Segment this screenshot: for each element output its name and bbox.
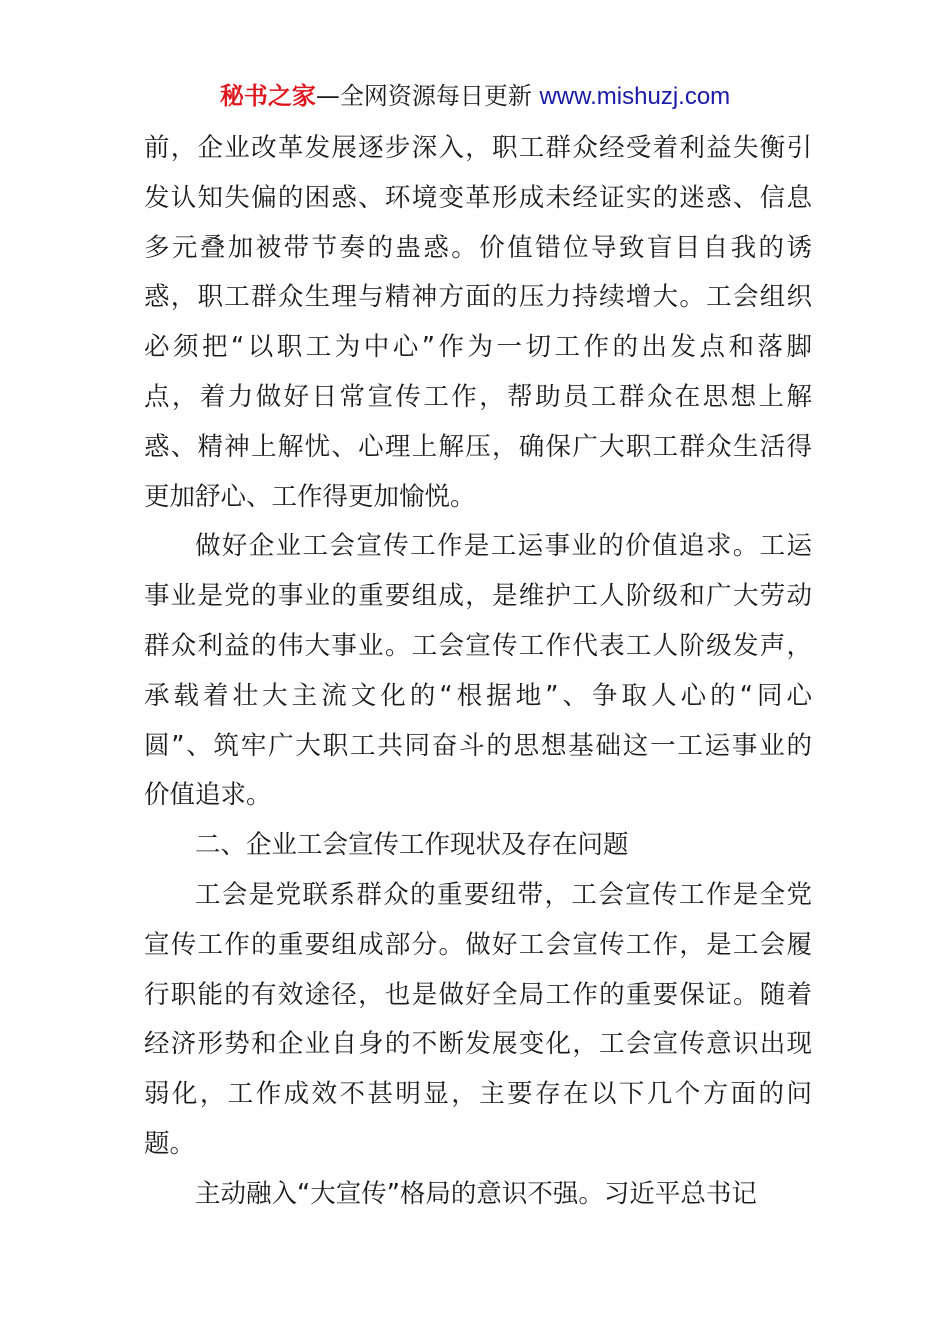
text-line: 宣传工作的重要组成部分。做好工会宣传工作，是工会履 — [144, 929, 812, 960]
paragraph — [144, 871, 812, 1170]
text-line: 经济形势和企业自身的不断发展变化，工会宣传意识出现 — [144, 1029, 812, 1060]
text-line: 行职能的有效途径，也是做好全局工作的重要保证。随着 — [144, 979, 812, 1010]
document-body — [144, 124, 812, 1220]
header-url-link[interactable]: www.mishuzj.com — [539, 83, 731, 110]
text-line: 题。 — [144, 1128, 196, 1159]
text-line: 承载着壮大主流文化的“根据地”、争取人心的“同心 — [144, 680, 812, 711]
text-line: 价值追求。 — [144, 780, 272, 811]
paragraph — [144, 821, 812, 871]
header-tagline: —全网资源每日更新 — [315, 82, 532, 110]
text-line: 点，着力做好日常宣传工作，帮助员工群众在思想上解 — [144, 381, 812, 412]
page-header — [0, 80, 950, 113]
text-line: 惑、精神上解忧、心理上解压，确保广大职工群众生活得 — [144, 431, 812, 462]
text-line: 做好企业工会宣传工作是工运事业的价值追求。工运 — [195, 531, 812, 562]
text-line: 前，企业改革发展逐步深入，职工群众经受着利益失衡引 — [144, 133, 812, 163]
paragraph — [144, 1170, 812, 1220]
paragraph — [144, 124, 812, 522]
text-line: 二、企业工会宣传工作现状及存在问题 — [195, 830, 629, 861]
text-line: 更加舒心、工作得更加愉悦。 — [144, 481, 476, 512]
text-line: 多元叠加被带节奏的蛊惑。价值错位导致盲目自我的诱 — [144, 232, 812, 263]
text-line: 圆”、筑牢广大职工共同奋斗的思想基础这一工运事业的 — [144, 730, 812, 761]
text-line: 主动融入“大宣传”格局的意识不强。习近平总书记 — [195, 1178, 757, 1209]
text-line: 惑，职工群众生理与精神方面的压力持续增大。工会组织 — [144, 282, 812, 313]
paragraph — [144, 522, 812, 821]
brand-name: 秘书之家 — [219, 82, 316, 110]
text-line: 工会是党联系群众的重要纽带，工会宣传工作是全党 — [195, 879, 812, 910]
text-line: 群众利益的伟大事业。工会宣传工作代表工人阶级发声， — [144, 630, 812, 661]
text-line: 弱化，工作成效不甚明显，主要存在以下几个方面的问 — [144, 1079, 812, 1110]
text-line: 发认知失偏的困惑、环境变革形成未经证实的迷惑、信息 — [144, 182, 812, 213]
text-line: 必须把“以职工为中心”作为一切工作的出发点和落脚 — [144, 332, 812, 363]
text-line: 事业是党的事业的重要组成，是维护工人阶级和广大劳动 — [144, 581, 812, 612]
